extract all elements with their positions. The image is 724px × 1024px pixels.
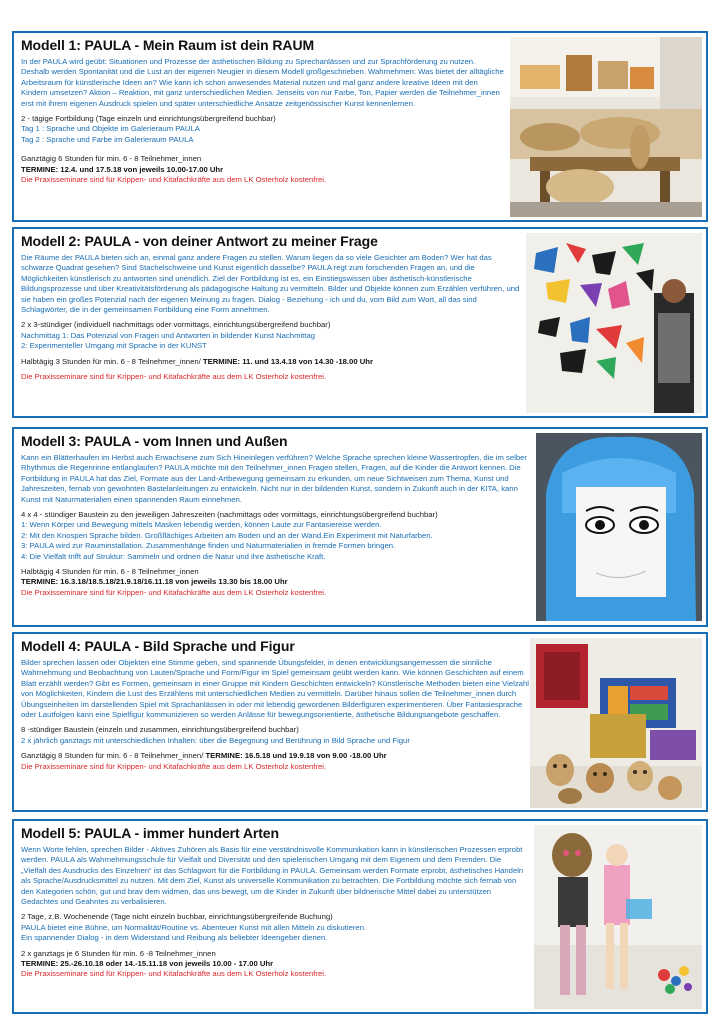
model-detail: PAULA bietet eine Bühne, um Normalität/Routine vs. Abenteuer Kunst mit allen Mitteln zu diskutieren. bbox=[21, 922, 367, 932]
model-detail: 2: Experimenteller Umgang mit Sprache in der KUNST bbox=[21, 341, 207, 351]
model-description: Die Räume der PAULA bieten sich an, einmal ganz andere Fragen zu stellen. Warum liegen da so viele Gesichter am Boden? Wer hat das schwarze Quadrat gesehen? Sind Stachelschweine und Kunst eigentlich dasselbe? PAULA regt zum forschenden Fragen an, und die Möglichkeiten künstlerisch zu antworten sind unendlich. Ziel der Fortbildung ist es, ein Einstiegswissen über ästhetisch-künstlerische Bildungsprozesse und über Kreativitätsförderung als pädagogische Haltung zu vermitteln. Bilder und Objekte können zum Erzählen verführen, und sie haben ein großes Potenzial nach der eigenen Meinung zu fragen. Dialog - Beziehung - ich und du, vom Bild zum Wort, all das sind Schlagwörter, die in der gemeinsamen Fortbildung eine Form annehmen. bbox=[21, 253, 520, 315]
model-detail: Nachmittag 1: Das Potenzial von Fragen und Antworten in bildender Kunst Nachmittag bbox=[21, 330, 315, 340]
model-description: In der PAULA wird geübt: Situationen und Prozesse der ästhetischen Bildung zu Sprechanlässen und zur Sprachförderung zu nutzen. Deshalb werden Spontanität und die Lust an der eigenen Neugier in diesem Modell großgeschrieben. Wahrnehmen: Was bietet der alltägliche Arbeitsraum für künstlerische Ideen an? Wie kann ich schon anwesendes Material nutzen und mal ganz andere kreative Ideen mit den Kindern umsetzen? Aktion – Reaktion, mit ganz unterschiedlichen Medien. Jenseits von nur Farbe, Ton, Papier werden die Teilnehmer_innen erst mit ihrem eigenen Ausdruck spielen und später unterschiedliche Ansätze zeitgenössischer Kunst kennenlernen. bbox=[21, 57, 504, 108]
model-termine: TERMINE: 25.-26.10.18 oder 14.-15.11.18 von jeweils 10.00 - 17.00 Uhr bbox=[21, 959, 274, 969]
model-description: Wenn Worte fehlen, sprechen Bilder - Aktives Zuhören als Basis für eine verständnisvolle Kommunikation kann in künstlerischen Prozessen erprobt werden. PAULA als Wahrnehmungsschule für Vielfalt und Diversität und den spielerischen Umgang mit dem Eigenem und dem Fremden. Die „Vielfalt des Ausdrucks des Einzelnen“ ist das Schlagwort für die Fortbildung in PAULA. Gemeinsam werden Formate erprobt, ästhetisches Handeln als Sprache/Ausdrucksmittel zu nutzen. Mit dem Ziel, Kunst als universelle Kommunikation zu betrachten. Die Fortbildung möchte sich fernab von den Kategorien schön, gut und brav dem widmen, das uns bewegt, um die Kinder in Zukunft über bildnerische Mittel dabei zu unterstützen Gedachtes und Geahntes zu verbalisieren. bbox=[21, 845, 524, 907]
model-format: 2 x 3-stündiger (individuell nachmittags oder vormittags, einrichtungsübergreifend buchbar) bbox=[21, 320, 331, 330]
model-format: 4 x 4 - stündiger Baustein zu den jeweiligen Jahreszeiten (nachmittags oder vormittags, einrichtungsübergreifend buchbar) bbox=[21, 510, 438, 520]
model-note: Die Praxisseminare sind für Krippen- und Kitafachkräfte aus dem LK Osterholz kostenfrei. bbox=[21, 761, 327, 771]
model-termine: TERMINE: 12.4. und 17.5.18 von jeweils 10.00-17.00 Uhr bbox=[21, 164, 224, 174]
model-detail: 3: PAULA wird zur Rauminstallation. Zusammenhänge finden und Naturmaterialien in fremde Formen bringen. bbox=[21, 541, 396, 551]
model-duration-termine bbox=[21, 357, 521, 367]
doll-figures-photo bbox=[534, 825, 702, 1009]
model-title: Modell 1: PAULA - Mein Raum ist dein RAUM bbox=[21, 37, 315, 53]
model-title: Modell 3: PAULA - vom Innen und Außen bbox=[21, 433, 288, 449]
model-card-3 bbox=[12, 427, 708, 627]
model-note: Die Praxisseminare sind für Krippen- und Kitafachkräfte aus dem LK Osterholz kostenfrei. bbox=[21, 175, 327, 185]
model-note: Die Praxisseminare sind für Krippen- und Kitafachkräfte aus dem LK Osterholz kostenfrei. bbox=[21, 372, 327, 382]
model-description: Kann ein Blätterhaufen im Herbst auch Erwachsene zum Sich Hineinlegen verführen? Welche Sprache sprechen kleine Wassertropfen, die im selber Rhythmus die Regenrinne entlanglaufen? PAULA möchte mit den Teilnehmer_innen Fragen stellen, Fragen, auf die Kinder die Antwort kennen. Die Fortbildung in PAULA hat das Ziel, Formate aus der Land-Artbewegung gemeinsam zu erkunden, um neue Sichtweisen zum Thema, Kunst und Jahreszeiten, fernab von gewohnten Bastelanleitungen zu entwickeln. Nicht nur in der bildenden Kunst, sondern in Zukunft auch in der KITA, kann Kunst mit Naturmaterialien einen spannenden Raum einnehmen. bbox=[21, 453, 527, 504]
model-card-2 bbox=[12, 227, 708, 418]
model-detail: 1: Wenn Körper und Bewegung mittels Masken lebendig werden, können Laute zur Fantasiereise werden. bbox=[21, 520, 382, 530]
model-note: Die Praxisseminare sind für Krippen- und Kitafachkräfte aus dem LK Osterholz kostenfrei. bbox=[21, 969, 327, 979]
model-card-5 bbox=[12, 819, 708, 1014]
model-card-4 bbox=[12, 632, 708, 812]
model-detail: 2 x jährlich ganztags mit unterschiedlichen Inhalten: über die Begegnung und Berührung in Bild Sprache und Figur bbox=[21, 735, 410, 745]
model-termine: TERMINE: 16.5.18 und 19.9.18 von 9.00 -18.00 Uhr bbox=[205, 751, 387, 761]
model-detail: Tag 1 : Sprache und Objekte im Galerieraum PAULA bbox=[21, 124, 200, 134]
workshop-objects-photo bbox=[510, 37, 702, 217]
model-detail: Tag 2 : Sprache und Farbe im Galerieraum PAULA bbox=[21, 134, 194, 144]
model-termine: TERMINE: 11. und 13.4.18 von 14.30 -18.00 Uhr bbox=[202, 356, 373, 366]
paper-cutouts-wall-photo bbox=[526, 233, 702, 413]
model-duration: 2 x ganztags je 6 Stunden für min. 6 -8 Teilnehmer_innen bbox=[21, 948, 216, 958]
model-termine: TERMINE: 16.3.18/18.5.18/21.9.18/16.11.18 von jeweils 13.30 bis 18.00 Uhr bbox=[21, 577, 288, 587]
model-title: Modell 5: PAULA - immer hundert Arten bbox=[21, 825, 279, 841]
model-duration-termine bbox=[21, 751, 531, 761]
model-duration: Ganztägig 6 Stunden für min. 6 - 8 Teilnehmer_innen bbox=[21, 154, 202, 164]
model-detail: 2: Mit den Knospen Sprache bilden. Großflächiges Arbeiten am Boden und an der Wand.Ein Experiment mit Naturfarben. bbox=[21, 530, 433, 540]
model-format: 2 - tägige Fortbildung (Tage einzeln und einrichtungsübergreifend buchbar) bbox=[21, 114, 276, 124]
model-description: Bilder sprechen lassen oder Objekten eine Stimme geben, sind spannende Übungsfelder, in denen entwicklungsangemessen die sinnliche Wahrnehmung und Beobachtung von Lauten/Sprache und Form/Figur im Spiel gemeinsam geübt werden kann. Wie können Geschichten auf einem Blatt erzählt werden? Gibt es Formen, gemeinsam in einer Gruppe mit Kindern Geschichten entwickeln? Künstlerische Methoden bieten eine Vielzahl von Möglichkeiten, Kindern die Lust des Erzählens mit unterschiedlichen Medien zu vermitteln. Darüber hinaus sollen die Teilnehmer_innen durch Übungseinheiten im darstellenden Spiel mit Sprachanlässen in oder mit lebendig gewordenen Bilderfiguren experimentieren. Über Fantasiesprache oder Lautfolgen kann eine Spielfigur kommunizieren so werden Anlässe für bewegungsorientierte, ästhetische Bildungsangebote geschaffen. bbox=[21, 658, 529, 720]
model-note: Die Praxisseminare sind für Krippen- und Kitafachkräfte aus dem LK Osterholz kostenfrei. bbox=[21, 587, 327, 597]
paintings-and-clay-heads-photo bbox=[530, 638, 702, 808]
model-format: 2 Tage, z.B. Wochenende (Tage nicht einzeln buchbar, einrichtungsübergreifende Buchung) bbox=[21, 912, 333, 922]
model-title: Modell 2: PAULA - von deiner Antwort zu meiner Frage bbox=[21, 233, 378, 249]
model-card-1 bbox=[12, 31, 708, 222]
model-duration: Ganztägig 8 Stunden für min. 6 - 8 Teilnehmer_innen/ bbox=[21, 751, 204, 761]
model-format: 8 -stündiger Baustein (einzeln und zusammen, einrichtungsübergreifend buchbar) bbox=[21, 725, 299, 735]
model-detail: 4: Die Vielfalt trifft auf Struktur: Sammeln und ordnen die Natur und ihre ästhetische Kraft. bbox=[21, 551, 326, 561]
mask-with-blue-wig-photo bbox=[536, 433, 702, 621]
model-duration: Halbtägig 4 Stunden für min. 6 - 8 Teilnehmer_innen bbox=[21, 567, 199, 577]
model-detail: Ein spannender Dialog - in dem Widerstand und Reibung als beliebter Ideengeber dienen. bbox=[21, 933, 328, 943]
model-title: Modell 4: PAULA - Bild Sprache und Figur bbox=[21, 638, 295, 654]
model-duration: Halbtägig 3 Stunden für min. 6 - 8 Teilnehmer_innen/ bbox=[21, 356, 201, 366]
